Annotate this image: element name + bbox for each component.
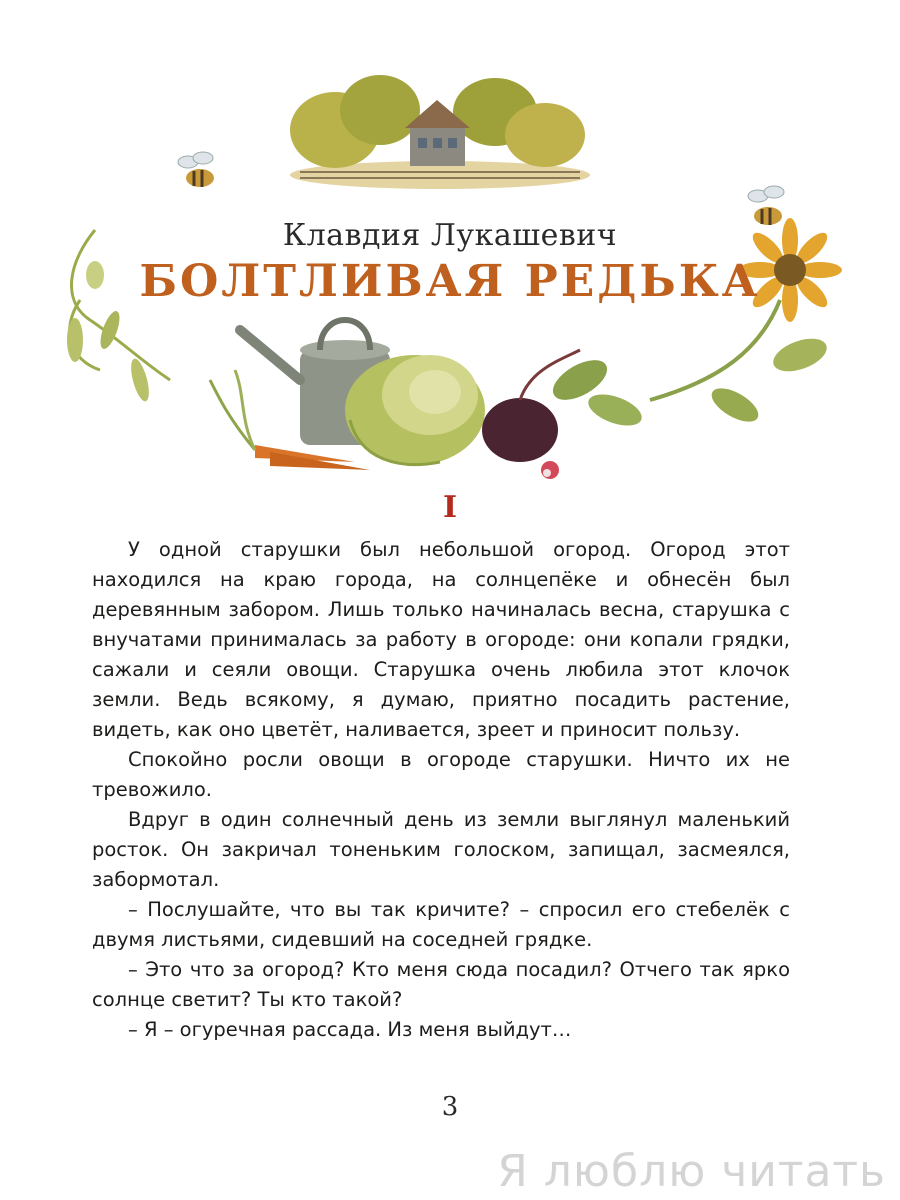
page-number: 3 [441,1092,459,1122]
story-text [92,535,790,1045]
chapter-number: I [442,490,458,525]
watermark: Я люблю читать [497,1146,886,1197]
house-icon [290,75,590,189]
cabbage-icon [345,355,485,465]
paragraph: – Послушайте, что вы так кричите? – спросил его стебелёк с двумя листьями, сидевший на соседней грядке. [92,898,790,951]
paragraph: – Это что за огород? Кто меня сюда посадил? Отчего так ярко солнце светит? Ты кто такой? [92,958,790,1011]
author-name: Клавдия Лукашевич [282,218,618,253]
paragraph: У одной старушки был небольшой огород. Огород этот находился на краю города, на солнцепёке и обнесён был деревянным забором. Лишь только начиналась весна, старушка с внучатами принималась за работу в огороде: они копали грядки, сажали и сеяли овощи. Старушка очень любила этот клочок земли. Ведь всякому, я думаю, приятно посадить растение, видеть, как оно цветёт, наливается, зреет и приносит пользу. [92,538,790,741]
paragraph: – Я – огуречная рассада. Из меня выйдут… [128,1018,572,1041]
paragraph: Вдруг в один солнечный день из земли выглянул маленький росток. Он закричал тоненьким голоском, запищал, засмеялся, забормотал. [92,808,790,891]
paragraph: Спокойно росли овощи в огороде старушки. Ничто их не тревожило. [92,748,790,801]
radish-icon [541,461,559,479]
bee-icon [178,152,214,187]
beet-icon [482,350,646,462]
story-title: БОЛТЛИВАЯ РЕДЬКА [139,256,761,307]
